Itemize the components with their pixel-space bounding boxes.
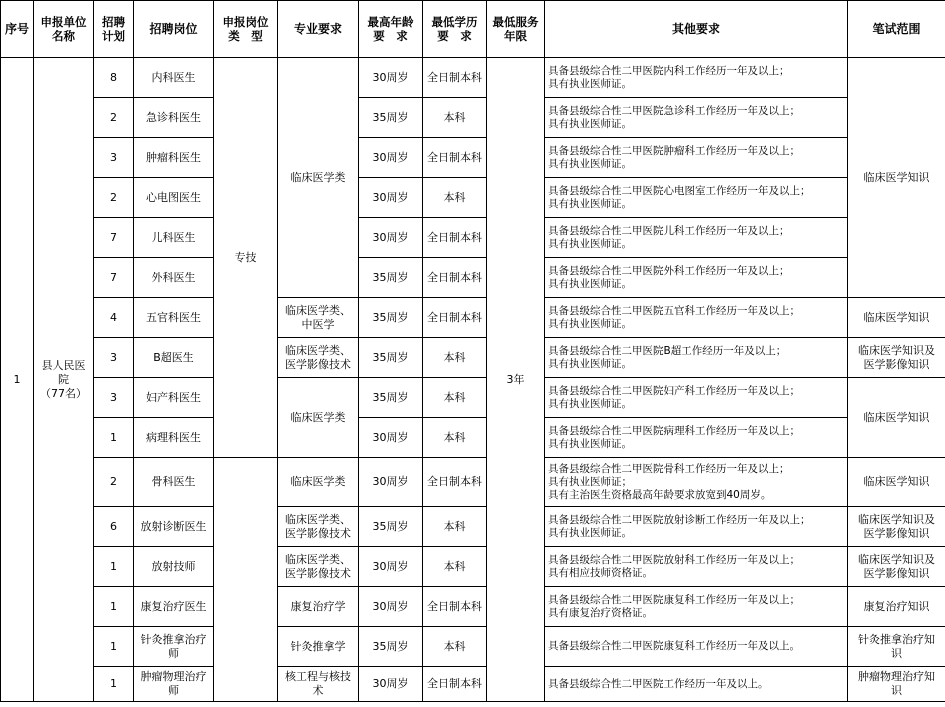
header-type: 申报岗位 类 型 <box>214 1 278 58</box>
position-cell: 外科医生 <box>134 258 214 298</box>
position-cell: 肿瘤物理治疗 师 <box>134 667 214 702</box>
position-cell: 心电图医生 <box>134 178 214 218</box>
table-row <box>1 58 945 98</box>
position-cell: 骨科医生 <box>134 458 214 507</box>
exam-cell: 临床医学知识 <box>848 378 945 458</box>
other-cell: 具备县级综合性二甲医院妇产科工作经历一年及以上； 具有执业医师证。 <box>545 378 848 418</box>
plan-cell: 8 <box>94 58 134 98</box>
position-cell: B超医生 <box>134 338 214 378</box>
exam-cell: 临床医学知识 <box>848 58 945 298</box>
table-row <box>1 338 945 378</box>
table-row <box>1 98 945 138</box>
age-cell: 30周岁 <box>359 587 423 627</box>
position-cell: 肿瘤科医生 <box>134 138 214 178</box>
table-row <box>1 138 945 178</box>
table-row <box>1 547 945 587</box>
plan-cell: 7 <box>94 218 134 258</box>
edu-cell: 本科 <box>423 338 487 378</box>
other-cell: 具备县级综合性二甲医院放射诊断工作经历一年及以上； 具有执业医师证。 <box>545 507 848 547</box>
major-cell: 临床医学类 <box>278 378 359 458</box>
table-row <box>1 458 945 507</box>
plan-cell: 3 <box>94 378 134 418</box>
table-row <box>1 507 945 547</box>
other-cell: 具备县级综合性二甲医院外科工作经历一年及以上； 具有执业医师证。 <box>545 258 848 298</box>
exam-cell: 肿瘤物理治疗知 识 <box>848 667 945 702</box>
plan-cell: 7 <box>94 258 134 298</box>
service-cell: 3年 <box>487 58 545 702</box>
type-cell: 专技 <box>214 58 278 458</box>
edu-cell: 全日制本科 <box>423 667 487 702</box>
plan-cell: 6 <box>94 507 134 547</box>
position-cell: 内科医生 <box>134 58 214 98</box>
other-cell: 具备县级综合性二甲医院儿科工作经历一年及以上； 具有执业医师证。 <box>545 218 848 258</box>
age-cell: 35周岁 <box>359 258 423 298</box>
edu-cell: 全日制本科 <box>423 458 487 507</box>
header-seq: 序号 <box>1 1 34 58</box>
position-cell: 康复治疗医生 <box>134 587 214 627</box>
major-cell: 核工程与核技 术 <box>278 667 359 702</box>
position-cell: 五官科医生 <box>134 298 214 338</box>
other-cell: 具备县级综合性二甲医院B超工作经历一年及以上； 具有执业医师证。 <box>545 338 848 378</box>
plan-cell: 3 <box>94 138 134 178</box>
table-row <box>1 178 945 218</box>
plan-cell: 2 <box>94 178 134 218</box>
plan-cell: 4 <box>94 298 134 338</box>
age-cell: 35周岁 <box>359 507 423 547</box>
header-other: 其他要求 <box>545 1 848 58</box>
header-major: 专业要求 <box>278 1 359 58</box>
age-cell: 30周岁 <box>359 178 423 218</box>
position-cell: 放射技师 <box>134 547 214 587</box>
header-position: 招聘岗位 <box>134 1 214 58</box>
age-cell: 30周岁 <box>359 138 423 178</box>
major-cell: 针灸推拿学 <box>278 627 359 667</box>
major-cell: 临床医学类、 医学影像技术 <box>278 507 359 547</box>
header-service: 最低服务 年限 <box>487 1 545 58</box>
edu-cell: 全日制本科 <box>423 587 487 627</box>
other-cell: 具备县级综合性二甲医院工作经历一年及以上。 <box>545 667 848 702</box>
edu-cell: 全日制本科 <box>423 258 487 298</box>
age-cell: 35周岁 <box>359 98 423 138</box>
edu-cell: 本科 <box>423 378 487 418</box>
unit-cell: 县人民医 院 （77名） <box>34 58 94 702</box>
plan-cell: 1 <box>94 627 134 667</box>
age-cell: 30周岁 <box>359 667 423 702</box>
other-cell: 具备县级综合性二甲医院康复科工作经历一年及以上； 具有康复治疗资格证。 <box>545 587 848 627</box>
age-cell: 30周岁 <box>359 218 423 258</box>
table-row <box>1 418 945 458</box>
edu-cell: 全日制本科 <box>423 218 487 258</box>
header-plan: 招聘 计划 <box>94 1 134 58</box>
edu-cell: 本科 <box>423 178 487 218</box>
table-row <box>1 587 945 627</box>
seq-cell: 1 <box>1 58 34 702</box>
edu-cell: 本科 <box>423 507 487 547</box>
table-row <box>1 667 945 702</box>
table-row <box>1 627 945 667</box>
other-cell: 具备县级综合性二甲医院病理科工作经历一年及以上； 具有执业医师证。 <box>545 418 848 458</box>
edu-cell: 本科 <box>423 547 487 587</box>
other-cell: 具备县级综合性二甲医院心电图室工作经历一年及以上； 具有执业医师证。 <box>545 178 848 218</box>
major-cell: 临床医学类 <box>278 458 359 507</box>
exam-cell: 针灸推拿治疗知 识 <box>848 627 945 667</box>
header-row <box>1 1 945 58</box>
age-cell: 35周岁 <box>359 378 423 418</box>
exam-cell: 临床医学知识 <box>848 298 945 338</box>
edu-cell: 全日制本科 <box>423 58 487 98</box>
age-cell: 35周岁 <box>359 627 423 667</box>
table-row <box>1 378 945 418</box>
other-cell: 具备县级综合性二甲医院肿瘤科工作经历一年及以上； 具有执业医师证。 <box>545 138 848 178</box>
header-exam: 笔试范围 <box>848 1 945 58</box>
other-cell: 具备县级综合性二甲医院骨科工作经历一年及以上； 具有执业医师证； 具有主治医生资格最高年龄要求放宽到40周岁。 <box>545 458 848 507</box>
plan-cell: 2 <box>94 458 134 507</box>
age-cell: 35周岁 <box>359 298 423 338</box>
exam-cell: 临床医学知识及 医学影像知识 <box>848 547 945 587</box>
position-cell: 病理科医生 <box>134 418 214 458</box>
major-cell: 临床医学类 <box>278 58 359 298</box>
plan-cell: 3 <box>94 338 134 378</box>
plan-cell: 1 <box>94 667 134 702</box>
other-cell: 具备县级综合性二甲医院急诊科工作经历一年及以上； 具有执业医师证。 <box>545 98 848 138</box>
other-cell: 具备县级综合性二甲医院放射科工作经历一年及以上； 具有相应技师资格证。 <box>545 547 848 587</box>
edu-cell: 全日制本科 <box>423 298 487 338</box>
table-row <box>1 258 945 298</box>
exam-cell: 临床医学知识及 医学影像知识 <box>848 338 945 378</box>
age-cell: 30周岁 <box>359 547 423 587</box>
header-unit: 申报单位 名称 <box>34 1 94 58</box>
position-cell: 针灸推拿治疗 师 <box>134 627 214 667</box>
major-cell: 临床医学类、 医学影像技术 <box>278 338 359 378</box>
plan-cell: 2 <box>94 98 134 138</box>
position-cell: 放射诊断医生 <box>134 507 214 547</box>
header-age: 最高年龄 要 求 <box>359 1 423 58</box>
header-edu: 最低学历 要 求 <box>423 1 487 58</box>
plan-cell: 1 <box>94 418 134 458</box>
position-cell: 妇产科医生 <box>134 378 214 418</box>
age-cell: 35周岁 <box>359 338 423 378</box>
major-cell: 康复治疗学 <box>278 587 359 627</box>
edu-cell: 本科 <box>423 98 487 138</box>
other-cell: 具备县级综合性二甲医院五官科工作经历一年及以上； 具有执业医师证。 <box>545 298 848 338</box>
edu-cell: 本科 <box>423 627 487 667</box>
plan-cell: 1 <box>94 547 134 587</box>
exam-cell: 临床医学知识及 医学影像知识 <box>848 507 945 547</box>
table-row <box>1 298 945 338</box>
major-cell: 临床医学类、 医学影像技术 <box>278 547 359 587</box>
major-cell: 临床医学类、 中医学 <box>278 298 359 338</box>
other-cell: 具备县级综合性二甲医院康复科工作经历一年及以上。 <box>545 627 848 667</box>
plan-cell: 1 <box>94 587 134 627</box>
table-row <box>1 218 945 258</box>
type-cell-empty <box>214 458 278 702</box>
edu-cell: 本科 <box>423 418 487 458</box>
position-cell: 急诊科医生 <box>134 98 214 138</box>
exam-cell: 康复治疗知识 <box>848 587 945 627</box>
age-cell: 30周岁 <box>359 58 423 98</box>
other-cell: 具备县级综合性二甲医院内科工作经历一年及以上； 具有执业医师证。 <box>545 58 848 98</box>
age-cell: 30周岁 <box>359 418 423 458</box>
position-cell: 儿科医生 <box>134 218 214 258</box>
exam-cell: 临床医学知识 <box>848 458 945 507</box>
age-cell: 30周岁 <box>359 458 423 507</box>
edu-cell: 全日制本科 <box>423 138 487 178</box>
